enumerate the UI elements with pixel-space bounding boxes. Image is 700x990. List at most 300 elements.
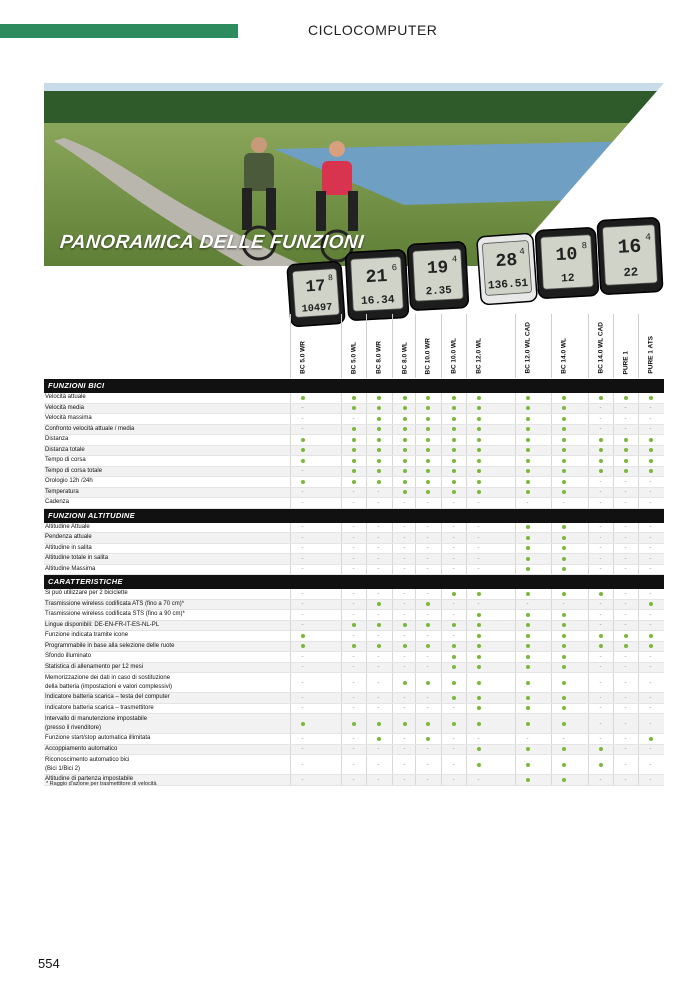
- column-header-label: BC 8.0 WR: [375, 341, 383, 374]
- check-dot-icon: [562, 763, 566, 767]
- device-screen-distance: 2.35: [425, 284, 453, 299]
- feature-unavailable-cell: -: [613, 565, 637, 575]
- feature-unavailable-cell: -: [638, 554, 662, 564]
- feature-unavailable-cell: -: [613, 477, 637, 487]
- feature-unavailable-cell: -: [290, 498, 314, 508]
- feature-label: [45, 610, 185, 620]
- check-dot-icon: [624, 438, 628, 442]
- feature-available-cell: [515, 652, 539, 662]
- feature-label: [45, 467, 102, 477]
- table-row: [44, 631, 664, 642]
- feature-available-cell: [392, 404, 416, 414]
- feature-label-line: Trasmissione wireless codificata ATS (fino a 70 cm)*: [45, 600, 185, 607]
- check-dot-icon: [526, 747, 530, 751]
- feature-available-cell: [392, 456, 416, 466]
- feature-available-cell: [341, 467, 365, 477]
- check-dot-icon: [403, 438, 407, 442]
- check-dot-icon: [599, 644, 603, 648]
- feature-available-cell: [466, 673, 490, 692]
- feature-available-cell: [366, 642, 390, 652]
- check-dot-icon: [377, 623, 381, 627]
- feature-available-cell: [638, 467, 662, 477]
- device-screen-subvalue: 4: [451, 254, 458, 265]
- table-row: [44, 610, 664, 621]
- check-dot-icon: [562, 722, 566, 726]
- feature-available-cell: [392, 435, 416, 445]
- bike-computer-device: [344, 248, 410, 321]
- check-dot-icon: [526, 406, 530, 410]
- feature-available-cell: [441, 456, 465, 466]
- feature-unavailable-cell: -: [638, 498, 662, 508]
- feature-unavailable-cell: -: [341, 745, 365, 755]
- feature-unavailable-cell: -: [290, 488, 314, 498]
- check-dot-icon: [477, 417, 481, 421]
- check-dot-icon: [426, 438, 430, 442]
- check-dot-icon: [452, 438, 456, 442]
- check-dot-icon: [477, 681, 481, 685]
- feature-available-cell: [551, 631, 575, 641]
- feature-available-cell: [551, 425, 575, 435]
- feature-unavailable-cell: -: [613, 488, 637, 498]
- check-dot-icon: [599, 763, 603, 767]
- feature-unavailable-cell: -: [290, 704, 314, 714]
- feature-available-cell: [441, 467, 465, 477]
- feature-unavailable-cell: -: [392, 600, 416, 610]
- check-dot-icon: [599, 448, 603, 452]
- check-dot-icon: [562, 469, 566, 473]
- feature-unavailable-cell: -: [441, 745, 465, 755]
- feature-available-cell: [551, 652, 575, 662]
- feature-label-line: Statistica di allenamento per 12 mesi: [45, 663, 144, 670]
- feature-available-cell: [392, 621, 416, 631]
- feature-label: [45, 393, 86, 403]
- features-table: [44, 379, 664, 786]
- check-dot-icon: [301, 396, 305, 400]
- feature-available-cell: [366, 734, 390, 744]
- feature-unavailable-cell: -: [441, 523, 465, 533]
- feature-unavailable-cell: -: [441, 600, 465, 610]
- feature-available-cell: [366, 467, 390, 477]
- check-dot-icon: [477, 427, 481, 431]
- feature-unavailable-cell: -: [366, 565, 390, 575]
- check-dot-icon: [649, 459, 653, 463]
- feature-unavailable-cell: -: [638, 610, 662, 620]
- check-dot-icon: [562, 644, 566, 648]
- feature-unavailable-cell: -: [638, 589, 662, 599]
- feature-available-cell: [466, 663, 490, 673]
- feature-available-cell: [366, 621, 390, 631]
- check-dot-icon: [377, 644, 381, 648]
- feature-unavailable-cell: -: [290, 693, 314, 703]
- feature-available-cell: [392, 414, 416, 424]
- feature-unavailable-cell: -: [588, 693, 612, 703]
- check-dot-icon: [526, 525, 530, 529]
- feature-label-line: Trasmissione wireless codificata STS (fino a 90 cm)*: [45, 611, 185, 617]
- feature-available-cell: [466, 652, 490, 662]
- check-dot-icon: [377, 459, 381, 463]
- feature-available-cell: [466, 589, 490, 599]
- feature-unavailable-cell: -: [441, 554, 465, 564]
- feature-available-cell: [551, 488, 575, 498]
- feature-label: [45, 523, 90, 533]
- feature-available-cell: [466, 425, 490, 435]
- feature-available-cell: [441, 642, 465, 652]
- feature-available-cell: [551, 775, 575, 785]
- feature-available-cell: [415, 714, 439, 733]
- column-header-label: PURE 1: [622, 350, 630, 374]
- feature-unavailable-cell: -: [392, 693, 416, 703]
- feature-unavailable-cell: -: [515, 734, 539, 744]
- column-header: [613, 314, 638, 378]
- feature-unavailable-cell: -: [392, 755, 416, 774]
- feature-available-cell: [551, 404, 575, 414]
- feature-unavailable-cell: -: [366, 544, 390, 554]
- feature-unavailable-cell: -: [613, 523, 637, 533]
- feature-unavailable-cell: -: [515, 498, 539, 508]
- feature-unavailable-cell: -: [613, 734, 637, 744]
- device-screen-subvalue: 4: [644, 231, 652, 243]
- feature-available-cell: [441, 652, 465, 662]
- feature-available-cell: [515, 704, 539, 714]
- check-dot-icon: [526, 634, 530, 638]
- feature-unavailable-cell: -: [415, 745, 439, 755]
- check-dot-icon: [377, 737, 381, 741]
- feature-unavailable-cell: -: [290, 745, 314, 755]
- feature-available-cell: [638, 642, 662, 652]
- check-dot-icon: [526, 546, 530, 550]
- feature-unavailable-cell: -: [341, 600, 365, 610]
- table-row: [44, 589, 664, 600]
- feature-available-cell: [366, 435, 390, 445]
- feature-unavailable-cell: -: [415, 775, 439, 785]
- feature-available-cell: [415, 642, 439, 652]
- feature-available-cell: [551, 693, 575, 703]
- feature-unavailable-cell: -: [638, 693, 662, 703]
- feature-label-line: Tempo di corsa totale: [45, 467, 103, 474]
- feature-unavailable-cell: -: [588, 488, 612, 498]
- check-dot-icon: [562, 634, 566, 638]
- feature-available-cell: [466, 714, 490, 733]
- feature-available-cell: [613, 446, 637, 456]
- check-dot-icon: [624, 459, 628, 463]
- feature-label: [45, 544, 92, 554]
- check-dot-icon: [562, 480, 566, 484]
- check-dot-icon: [426, 448, 430, 452]
- check-dot-icon: [599, 469, 603, 473]
- feature-available-cell: [588, 393, 612, 403]
- feature-available-cell: [551, 673, 575, 692]
- feature-unavailable-cell: -: [415, 554, 439, 564]
- feature-unavailable-cell: -: [466, 775, 490, 785]
- feature-unavailable-cell: -: [415, 544, 439, 554]
- feature-unavailable-cell: -: [290, 414, 314, 424]
- feature-available-cell: [392, 467, 416, 477]
- feature-unavailable-cell: -: [638, 565, 662, 575]
- column-header: [551, 314, 576, 378]
- check-dot-icon: [426, 480, 430, 484]
- feature-unavailable-cell: -: [441, 565, 465, 575]
- section-header: FUNZIONI ALTITUDINE: [44, 509, 664, 523]
- feature-unavailable-cell: -: [366, 652, 390, 662]
- check-dot-icon: [477, 634, 481, 638]
- check-dot-icon: [477, 490, 481, 494]
- check-dot-icon: [452, 644, 456, 648]
- table-row: [44, 488, 664, 499]
- check-dot-icon: [426, 396, 430, 400]
- feature-available-cell: [638, 734, 662, 744]
- feature-unavailable-cell: -: [638, 704, 662, 714]
- device-screen-value: 28: [494, 250, 519, 273]
- feature-label-line: Distanza totale: [45, 446, 85, 453]
- column-header-label: BC 8.0 WL: [401, 341, 409, 374]
- feature-unavailable-cell: -: [392, 533, 416, 543]
- feature-available-cell: [341, 642, 365, 652]
- check-dot-icon: [649, 438, 653, 442]
- feature-unavailable-cell: -: [441, 775, 465, 785]
- feature-unavailable-cell: -: [415, 498, 439, 508]
- feature-available-cell: [588, 642, 612, 652]
- check-dot-icon: [301, 634, 305, 638]
- feature-unavailable-cell: -: [441, 610, 465, 620]
- check-dot-icon: [377, 602, 381, 606]
- feature-unavailable-cell: -: [638, 488, 662, 498]
- check-dot-icon: [452, 427, 456, 431]
- feature-unavailable-cell: -: [366, 533, 390, 543]
- table-row: [44, 693, 664, 704]
- feature-available-cell: [415, 446, 439, 456]
- feature-label-line: Velocità media: [45, 404, 85, 411]
- feature-unavailable-cell: -: [441, 755, 465, 774]
- check-dot-icon: [562, 417, 566, 421]
- feature-available-cell: [613, 435, 637, 445]
- check-dot-icon: [562, 406, 566, 410]
- check-dot-icon: [452, 592, 456, 596]
- feature-available-cell: [551, 467, 575, 477]
- feature-available-cell: [515, 673, 539, 692]
- feature-label-line: Funzione indicata tramite icone: [45, 632, 129, 638]
- check-dot-icon: [562, 546, 566, 550]
- feature-unavailable-cell: -: [341, 488, 365, 498]
- feature-unavailable-cell: -: [341, 554, 365, 564]
- column-header-label: BC 5.0 WR: [299, 341, 307, 374]
- feature-unavailable-cell: -: [638, 477, 662, 487]
- column-header: [441, 314, 466, 378]
- feature-label-line: Intervallo di manutenzione impostabile: [45, 716, 148, 722]
- feature-unavailable-cell: -: [366, 745, 390, 755]
- feature-unavailable-cell: -: [588, 544, 612, 554]
- feature-unavailable-cell: -: [551, 600, 575, 610]
- feature-unavailable-cell: -: [588, 663, 612, 673]
- feature-unavailable-cell: -: [392, 704, 416, 714]
- feature-unavailable-cell: -: [341, 498, 365, 508]
- feature-available-cell: [515, 554, 539, 564]
- feature-unavailable-cell: -: [638, 533, 662, 543]
- feature-available-cell: [290, 456, 314, 466]
- check-dot-icon: [403, 480, 407, 484]
- feature-available-cell: [551, 704, 575, 714]
- hero-title: PANORAMICA DELLE FUNZIONI: [58, 232, 365, 253]
- check-dot-icon: [562, 557, 566, 561]
- feature-available-cell: [551, 621, 575, 631]
- feature-unavailable-cell: -: [613, 498, 637, 508]
- feature-unavailable-cell: -: [638, 673, 662, 692]
- check-dot-icon: [562, 706, 566, 710]
- check-dot-icon: [477, 592, 481, 596]
- feature-available-cell: [551, 544, 575, 554]
- feature-available-cell: [515, 414, 539, 424]
- check-dot-icon: [562, 490, 566, 494]
- feature-label: [45, 554, 108, 564]
- feature-available-cell: [341, 621, 365, 631]
- feature-unavailable-cell: -: [341, 693, 365, 703]
- feature-unavailable-cell: -: [613, 600, 637, 610]
- feature-unavailable-cell: -: [613, 663, 637, 673]
- feature-available-cell: [441, 589, 465, 599]
- device-screen-value: 17: [304, 276, 327, 297]
- feature-available-cell: [392, 673, 416, 692]
- check-dot-icon: [403, 722, 407, 726]
- check-dot-icon: [403, 448, 407, 452]
- page-number: 554: [38, 956, 60, 971]
- feature-available-cell: [551, 663, 575, 673]
- feature-unavailable-cell: -: [392, 498, 416, 508]
- check-dot-icon: [403, 406, 407, 410]
- feature-available-cell: [466, 467, 490, 477]
- check-dot-icon: [477, 696, 481, 700]
- feature-available-cell: [441, 435, 465, 445]
- feature-unavailable-cell: -: [638, 544, 662, 554]
- feature-available-cell: [466, 404, 490, 414]
- feature-unavailable-cell: -: [638, 425, 662, 435]
- feature-unavailable-cell: -: [613, 414, 637, 424]
- check-dot-icon: [377, 417, 381, 421]
- feature-label: [45, 435, 68, 445]
- feature-label: [45, 565, 95, 575]
- page-category-title: CICLOCOMPUTER: [308, 22, 438, 38]
- device-screen-value: 19: [426, 258, 449, 280]
- feature-available-cell: [290, 642, 314, 652]
- feature-available-cell: [415, 734, 439, 744]
- table-row: [44, 565, 664, 576]
- feature-unavailable-cell: -: [466, 565, 490, 575]
- feature-unavailable-cell: -: [613, 544, 637, 554]
- check-dot-icon: [426, 623, 430, 627]
- check-dot-icon: [649, 448, 653, 452]
- feature-label-line: Altitudine in salita: [45, 544, 92, 551]
- feature-unavailable-cell: -: [551, 498, 575, 508]
- feature-unavailable-cell: -: [466, 734, 490, 744]
- feature-label-line: Indicatore batteria scarica – testa del computer: [45, 694, 170, 700]
- feature-label-line: Tempo di corsa: [45, 457, 86, 463]
- check-dot-icon: [452, 406, 456, 410]
- feature-available-cell: [466, 745, 490, 755]
- feature-unavailable-cell: -: [638, 714, 662, 733]
- feature-unavailable-cell: -: [290, 663, 314, 673]
- feature-unavailable-cell: -: [441, 533, 465, 543]
- feature-available-cell: [366, 477, 390, 487]
- feature-unavailable-cell: -: [366, 523, 390, 533]
- check-dot-icon: [477, 706, 481, 710]
- feature-available-cell: [366, 446, 390, 456]
- check-dot-icon: [403, 623, 407, 627]
- feature-label: [45, 621, 159, 631]
- feature-unavailable-cell: -: [588, 425, 612, 435]
- column-header: [515, 314, 540, 378]
- feature-label-line: (presso il rivenditore): [45, 724, 102, 731]
- feature-available-cell: [415, 404, 439, 414]
- table-row: [44, 663, 664, 674]
- check-dot-icon: [562, 681, 566, 685]
- feature-unavailable-cell: -: [392, 523, 416, 533]
- check-dot-icon: [562, 396, 566, 400]
- check-dot-icon: [403, 681, 407, 685]
- feature-unavailable-cell: -: [290, 610, 314, 620]
- feature-available-cell: [638, 456, 662, 466]
- check-dot-icon: [426, 469, 430, 473]
- feature-label: [45, 589, 128, 599]
- check-dot-icon: [352, 722, 356, 726]
- feature-available-cell: [588, 631, 612, 641]
- feature-available-cell: [441, 693, 465, 703]
- check-dot-icon: [526, 480, 530, 484]
- check-dot-icon: [526, 722, 530, 726]
- check-dot-icon: [352, 438, 356, 442]
- feature-unavailable-cell: -: [588, 652, 612, 662]
- feature-unavailable-cell: -: [392, 544, 416, 554]
- feature-unavailable-cell: -: [366, 663, 390, 673]
- feature-available-cell: [341, 393, 365, 403]
- feature-available-cell: [613, 631, 637, 641]
- feature-unavailable-cell: -: [588, 621, 612, 631]
- feature-available-cell: [638, 600, 662, 610]
- check-dot-icon: [452, 623, 456, 627]
- feature-available-cell: [551, 755, 575, 774]
- check-dot-icon: [526, 644, 530, 648]
- device-screen-subvalue: 4: [518, 245, 526, 258]
- check-dot-icon: [477, 665, 481, 669]
- feature-available-cell: [515, 693, 539, 703]
- feature-unavailable-cell: -: [415, 693, 439, 703]
- check-dot-icon: [352, 406, 356, 410]
- check-dot-icon: [426, 644, 430, 648]
- table-row: [44, 456, 664, 467]
- feature-available-cell: [415, 425, 439, 435]
- feature-available-cell: [466, 704, 490, 714]
- feature-available-cell: [515, 446, 539, 456]
- feature-label-line: Sfondo illuminato: [45, 653, 92, 659]
- feature-available-cell: [551, 393, 575, 403]
- feature-available-cell: [290, 393, 314, 403]
- feature-label-line: Accoppiamento automatico: [45, 745, 118, 752]
- feature-unavailable-cell: -: [638, 621, 662, 631]
- feature-available-cell: [366, 425, 390, 435]
- table-row: [44, 652, 664, 663]
- feature-available-cell: [551, 446, 575, 456]
- check-dot-icon: [477, 763, 481, 767]
- check-dot-icon: [352, 396, 356, 400]
- check-dot-icon: [624, 448, 628, 452]
- feature-unavailable-cell: -: [551, 734, 575, 744]
- feature-label: [45, 704, 154, 714]
- feature-available-cell: [341, 404, 365, 414]
- check-dot-icon: [526, 613, 530, 617]
- check-dot-icon: [477, 396, 481, 400]
- check-dot-icon: [562, 459, 566, 463]
- feature-available-cell: [441, 663, 465, 673]
- check-dot-icon: [352, 644, 356, 648]
- feature-available-cell: [341, 446, 365, 456]
- feature-unavailable-cell: -: [613, 652, 637, 662]
